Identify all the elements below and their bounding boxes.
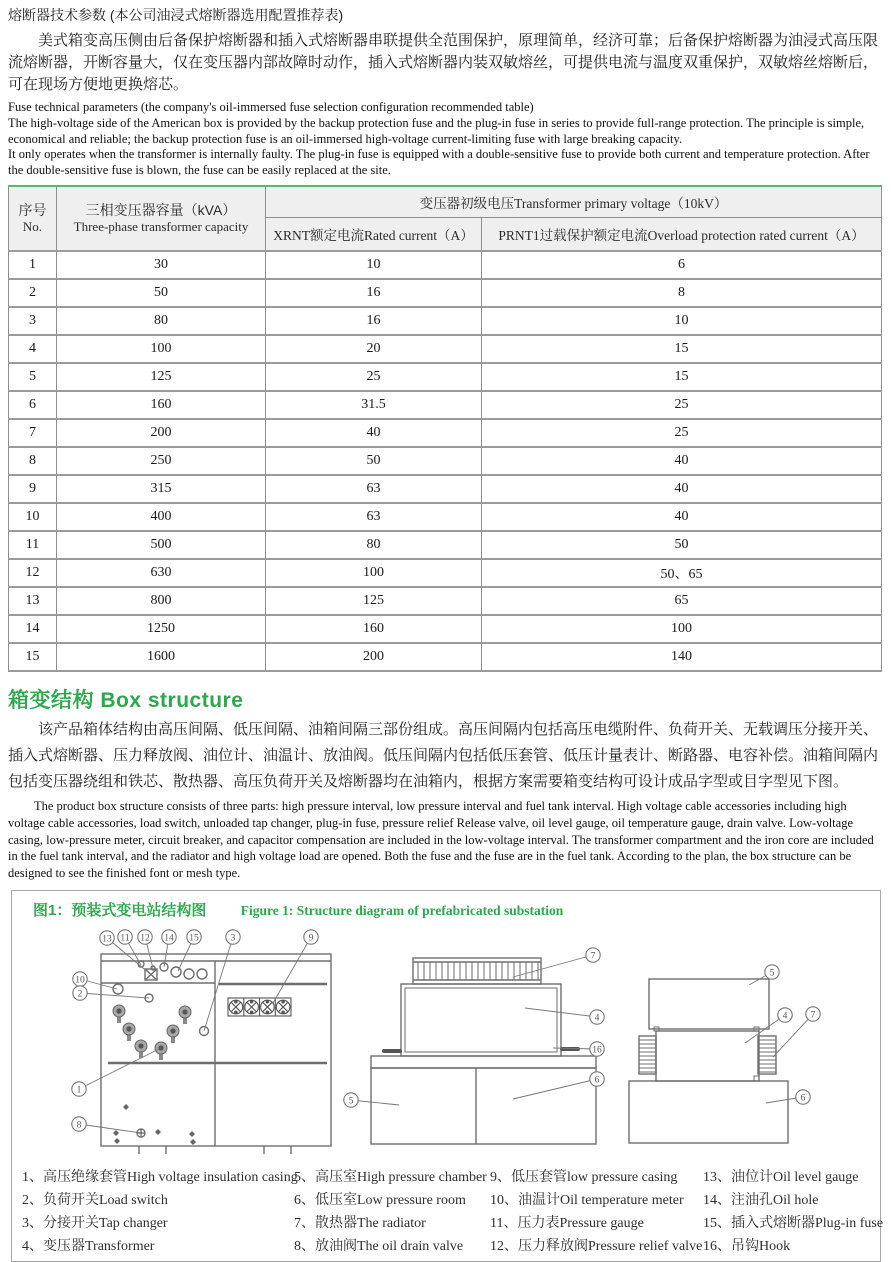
legend-item (490, 1212, 703, 1232)
legend-item-label-zh: 吊钩 (731, 1237, 759, 1254)
col-header-capacity-en: Three-phase transformer capacity (73, 218, 249, 234)
table-cell: 1 (9, 251, 57, 279)
table-cell: 7 (9, 419, 57, 447)
intro-title-en: Fuse technical parameters (the company's oil-immersed fuse selection configuration recommended table) (8, 100, 534, 114)
table-cell: 80 (266, 531, 482, 559)
legend-item-number: 6、 (294, 1193, 315, 1209)
table-cell: 8 (482, 279, 882, 307)
low-voltage-bushing-bank (228, 998, 291, 1016)
legend-item-label-en: Load switch (99, 1193, 168, 1209)
table-cell: 40 (482, 475, 882, 503)
table-cell: 6 (482, 251, 882, 279)
callout-label: 5 (769, 968, 775, 979)
table-cell: 2 (9, 279, 57, 307)
table-cell: 50 (57, 279, 266, 307)
table-cell: 800 (57, 587, 266, 615)
side-view-diagram (621, 921, 891, 1161)
table-cell: 4 (9, 335, 57, 363)
table-cell: 1600 (57, 643, 266, 671)
floor-fixings (113, 1104, 196, 1145)
table-cell: 40 (482, 447, 882, 475)
legend-item-label-en: Transformer (85, 1239, 155, 1255)
legend-item (490, 1189, 703, 1209)
transformer-shape (656, 1031, 759, 1081)
table-cell: 25 (266, 363, 482, 391)
table-row (9, 279, 882, 307)
box-structure-heading (8, 684, 890, 714)
figure-diagrams (12, 921, 880, 1161)
legend-item-label-en: High pressure chamber (357, 1170, 487, 1186)
table-cell: 315 (57, 475, 266, 503)
col-header-xrnt: XRNT额定电流Rated current（A） (266, 217, 482, 251)
box-structure-paragraph-en: The product box structure consists of three parts: high pressure interval, low pressure interval and fuel tank interval. High voltage cable accessories including high voltage cable accessories, load switch, unloaded tap changer, plug-in fuse, pressure relief Release valve, oil level gauge, oil temperature gauge, drain valve. Low-voltage casing, low-pressure meter, circuit breaker, and capacitor compensation are included in the low-voltage interval. The transformer compartment and the iron core are included in the fuel tank interval, and the radiator and high voltage load are opened. Both the fuse and the fuse are in the fuel tank. According to the plan, the box structure can be designed to see the finished font or mesh type. (8, 798, 874, 881)
legend-item-number: 13、 (703, 1170, 731, 1186)
table-row (9, 391, 882, 419)
table-cell: 50 (266, 447, 482, 475)
figure-title-en: Figure 1: Structure diagram of prefabricated substation (240, 902, 564, 918)
col-header-capacity-zh: 三相变压器容量（kVA） (85, 201, 237, 218)
legend-item (703, 1235, 883, 1255)
table-cell: 200 (266, 643, 482, 671)
callout-label: 16 (592, 1045, 602, 1056)
legend-item (703, 1189, 883, 1209)
table-cell: 63 (266, 503, 482, 531)
legend-item-label-zh: 油位计 (731, 1168, 773, 1185)
col-header-no-zh: 序号 (18, 201, 47, 218)
legend-item-label-zh: 压力表 (517, 1214, 560, 1231)
hv-bushings (113, 1005, 191, 1060)
front-view-diagram (341, 921, 621, 1161)
legend-item-label-zh: 油温计 (518, 1191, 560, 1208)
legend-item-number: 14、 (703, 1193, 731, 1209)
legend-item (22, 1189, 294, 1209)
table-row (9, 587, 882, 615)
legend-item-label-zh: 注油孔 (731, 1191, 773, 1208)
callout-label: 15 (189, 933, 199, 944)
legend-item-number: 9、 (490, 1170, 511, 1186)
table-cell: 50 (482, 531, 882, 559)
legend-item-label-en: Oil temperature meter (560, 1193, 684, 1209)
intro-title-zh: 熔断器技术参数 (本公司油浸式熔断器选用配置推荐表) (8, 7, 344, 23)
legend-item-label-en: The oil drain valve (357, 1239, 464, 1255)
callout-label: 12 (140, 933, 150, 944)
legend-item-label-zh: 负荷开关 (43, 1191, 99, 1208)
table-row (9, 615, 882, 643)
table-row (9, 335, 882, 363)
transformer-tank-shape (401, 984, 561, 1056)
table-cell: 10 (482, 307, 882, 335)
col-header-no-en: No. (22, 218, 43, 234)
legend-item-label-en: Plug-in fuse (815, 1216, 884, 1232)
table-cell: 200 (57, 419, 266, 447)
callout-label: 10 (75, 975, 85, 986)
table-cell: 31.5 (266, 391, 482, 419)
legend-item (703, 1212, 883, 1232)
table-cell: 16 (266, 307, 482, 335)
callout-leader-line (273, 937, 311, 1003)
table-cell: 100 (482, 615, 882, 643)
table-cell: 500 (57, 531, 266, 559)
callout-label: 7 (590, 951, 596, 962)
callout-label: 6 (800, 1093, 806, 1104)
col-header-no (9, 186, 57, 251)
legend-item-label-en: The radiator (357, 1216, 426, 1232)
legend-item-label-en: Hook (759, 1239, 791, 1255)
callout-leader-line (79, 1124, 141, 1133)
table-cell: 6 (9, 391, 57, 419)
table-cell: 10 (9, 503, 57, 531)
table-row (9, 643, 882, 671)
legend-item-label-zh: 压力释放阀 (518, 1237, 588, 1254)
table-row (9, 251, 882, 279)
legend-item-number: 16、 (703, 1239, 731, 1255)
table-cell: 100 (57, 335, 266, 363)
table-row (9, 447, 882, 475)
table-cell: 65 (482, 587, 882, 615)
intro-paragraph-en-2: It only operates when the transformer is internally faulty. The plug-in fuse is equipped with a double-sensitive fuse to provide both current and temperature protection. After the double-sensitive fuse is blown, the fuse can be easily replaced at the site. (8, 147, 870, 178)
figure-box (11, 890, 884, 1262)
legend-item-label-zh: 分接开关 (43, 1214, 99, 1231)
table-cell: 30 (57, 251, 266, 279)
table-cell: 160 (57, 391, 266, 419)
table-cell: 630 (57, 559, 266, 587)
callout-label: 3 (230, 933, 236, 944)
box-structure-heading-en: Box structure (100, 688, 244, 712)
legend-item (22, 1166, 298, 1186)
legend-item-label-zh: 高压绝缘套管 (43, 1168, 127, 1185)
table-cell: 1250 (57, 615, 266, 643)
low-pressure-room-shape (629, 1081, 788, 1143)
legend-item-number: 3、 (22, 1216, 43, 1232)
table-row (9, 503, 882, 531)
high-pressure-chamber-shape (649, 979, 769, 1029)
legend-item-number: 12、 (490, 1239, 518, 1255)
table-cell: 16 (266, 279, 482, 307)
callout-leader-line (80, 993, 149, 998)
legend-item-label-en: Low pressure room (357, 1193, 466, 1209)
table-cell: 50、65 (482, 559, 882, 587)
legend-item (294, 1235, 490, 1255)
table-cell: 125 (57, 363, 266, 391)
legend-item-label-zh: 散热器 (315, 1214, 357, 1231)
legend-item-label-en: low pressure casing (567, 1170, 678, 1186)
table-cell: 3 (9, 307, 57, 335)
legend-item-label-en: Pressure gauge (559, 1216, 644, 1232)
legend-item (22, 1212, 294, 1232)
table-cell: 80 (57, 307, 266, 335)
legend-item-label-en: High voltage insulation casing (127, 1170, 298, 1186)
table-cell: 400 (57, 503, 266, 531)
legend-item-number: 1、 (22, 1170, 43, 1186)
callout-label: 14 (164, 933, 174, 944)
callout-leader-line (773, 1014, 813, 1057)
legend-item (490, 1166, 703, 1186)
callout-label: 6 (594, 1075, 600, 1086)
figure-title-zh: 图1：预装式变电站结构图 (33, 901, 207, 919)
table-cell: 9 (9, 475, 57, 503)
legend-item-label-zh: 高压室 (315, 1168, 357, 1185)
table-row (9, 307, 882, 335)
col-header-prnt: PRNT1过载保护额定电流Overload protection rated current（A） (482, 217, 882, 251)
box-structure-section (0, 684, 890, 882)
callout-label: 7 (810, 1010, 816, 1021)
legend-item-label-en: Tap changer (99, 1216, 168, 1232)
table-cell: 25 (482, 419, 882, 447)
callout-leader-line (513, 1079, 597, 1099)
lifting-hooks (384, 1049, 578, 1051)
table-cell: 250 (57, 447, 266, 475)
table-row (9, 531, 882, 559)
intro-section (0, 0, 890, 179)
legend-item (294, 1166, 490, 1186)
legend-item-label-zh: 低压室 (315, 1191, 357, 1208)
table-cell: 11 (9, 531, 57, 559)
callout-label: 11 (120, 933, 130, 944)
table-cell: 140 (482, 643, 882, 671)
legend-item-label-en: Oil level gauge (773, 1170, 859, 1186)
table-cell: 13 (9, 587, 57, 615)
plan-view-diagram (61, 921, 361, 1161)
callout-label: 4 (782, 1011, 788, 1022)
intro-paragraph-en-1: The high-voltage side of the American box is provided by the backup protection fuse and the plug-in fuse in series to provide full-range protection. The principle is simple, economical and reliable; the backup protection fuse is an oil-immersed high-voltage current-limiting fuse with large breaking capacity. (8, 115, 865, 146)
intro-paragraph-zh: 美式箱变高压侧由后备保护熔断器和插入式熔断器串联提供全范围保护，原理简单，经济可靠；后备保护熔断器为油浸式高压限流熔断器，开断容量大，仅在变压器内部故障时动作，插入式熔断器内装双敏熔丝，可提供电流与温度双重保护，双敏熔丝熔断后，可在现场方便地更换熔芯。 (8, 32, 879, 93)
callout-label: 5 (348, 1096, 354, 1107)
box-structure-heading-zh: 箱变结构 (8, 688, 94, 712)
legend-item-label-zh: 低压套管 (511, 1168, 567, 1185)
table-row (9, 419, 882, 447)
table-cell: 15 (9, 643, 57, 671)
legend-item-label-zh: 放油阀 (315, 1237, 357, 1254)
legend-item-number: 8、 (294, 1239, 315, 1255)
table-cell: 160 (266, 615, 482, 643)
intro-english-block (8, 100, 882, 179)
legend-item-number: 4、 (22, 1239, 43, 1255)
callout-label: 1 (76, 1085, 82, 1096)
fuse-selection-table (8, 185, 882, 672)
legend-item-label-zh: 插入式熔断器 (731, 1214, 815, 1231)
table-header (9, 186, 882, 251)
legend-item-number: 2、 (22, 1193, 43, 1209)
legend-item (490, 1235, 703, 1255)
callout-label: 2 (77, 989, 83, 1000)
table-cell: 15 (482, 335, 882, 363)
legend-item (294, 1189, 490, 1209)
col-header-primary-voltage: 变压器初级电压Transformer primary voltage（10kV） (266, 186, 882, 218)
legend-item (22, 1235, 294, 1255)
table-cell: 14 (9, 615, 57, 643)
table-cell: 8 (9, 447, 57, 475)
box-structure-paragraph-zh: 该产品箱体结构由高压间隔、低压间隔、油箱间隔三部份组成。高压间隔内包括高压电缆附件、负荷开关、无载调压分接开关、插入式熔断器、压力释放阀、油位计、油温计、放油阀。低压间隔内包括低压套管、低压计量表计、断路器、电容补偿。油箱间隔内包括变压器绕组和铁芯、散热器、高压负荷开关及熔断器均在油箱内，根据方案需要箱变结构可设计成品字型或目字型见下图。 (8, 720, 879, 790)
table-row (9, 363, 882, 391)
table-cell: 40 (266, 419, 482, 447)
table-cell: 100 (266, 559, 482, 587)
table-cell: 15 (482, 363, 882, 391)
legend-item-label-en: Oil hole (773, 1193, 819, 1209)
legend-item-number: 10、 (490, 1193, 518, 1209)
figure-legend (12, 1161, 884, 1257)
callout-label: 9 (308, 933, 314, 944)
callout-label: 4 (594, 1013, 600, 1024)
legend-item-number: 15、 (703, 1216, 731, 1232)
legend-item-number: 5、 (294, 1170, 315, 1186)
legend-item-number: 7、 (294, 1216, 315, 1232)
table-cell: 125 (266, 587, 482, 615)
legend-item-number: 11、 (490, 1216, 518, 1232)
table-cell: 63 (266, 475, 482, 503)
table-cell: 5 (9, 363, 57, 391)
callout-label: 8 (76, 1120, 82, 1131)
callout-label: 13 (102, 934, 112, 945)
col-header-capacity (57, 186, 266, 251)
table-cell: 10 (266, 251, 482, 279)
callout-leader-line (79, 1049, 159, 1089)
fuse-table-body (9, 251, 882, 671)
legend-item (294, 1212, 490, 1232)
table-cell: 25 (482, 391, 882, 419)
table-cell: 20 (266, 335, 482, 363)
table-cell: 40 (482, 503, 882, 531)
legend-item (703, 1166, 883, 1186)
table-row (9, 475, 882, 503)
figure-title (12, 891, 880, 921)
legend-item-label-zh: 变压器 (43, 1237, 85, 1254)
table-row (9, 559, 882, 587)
table-cell: 12 (9, 559, 57, 587)
legend-item-label-en: Pressure relief valve (588, 1239, 703, 1255)
